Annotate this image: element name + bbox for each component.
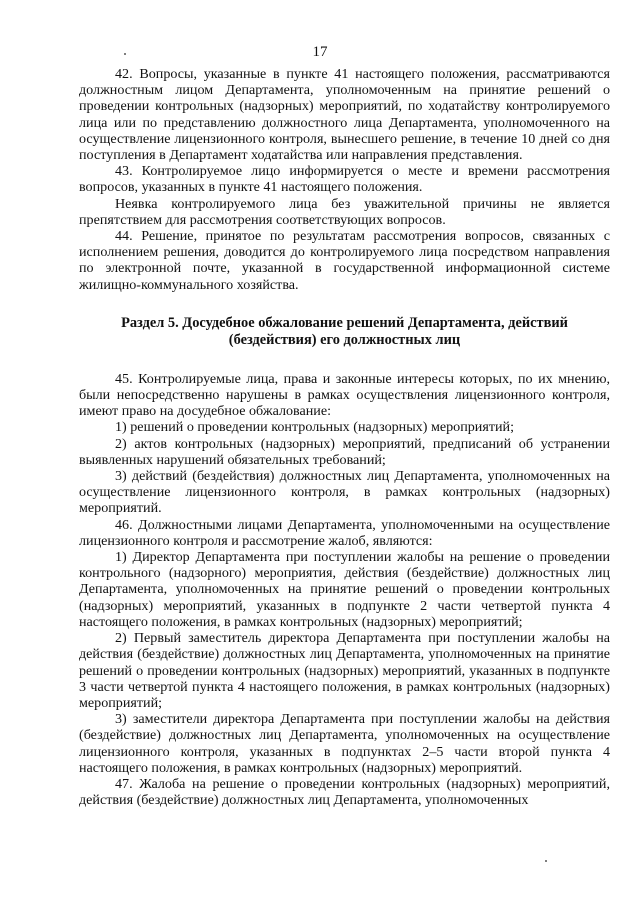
paragraph-43: 43. Контролируемое лицо информируется о месте и времени рассмотрения вопросов, указанных в пункте 41 настоящего положения. bbox=[79, 163, 610, 196]
paragraph-46: 46. Должностными лицами Департамента, уполномоченными на осуществление лицензионного контроля и рассмотрение жалоб, являются: bbox=[79, 516, 610, 549]
paragraph-46-item-1: 1) Директор Департамента при поступлении жалобы на решение о проведении контрольного (надзорного) мероприятия, действия (бездействие) должностных лиц Департамента, уполномоченных на принятие решений о проведении контрольных (надзорных) мероприятий, указанных в подпункте 2 части четвертой пункта 4 настоящего положения, в рамках контрольных (надзорных) мероприятий; bbox=[79, 549, 610, 630]
paragraph-45-item-3: 3) действий (бездействия) должностных лиц Департамента, уполномоченных на осуществление лицензионного контроля, в рамках контрольных (надзорных) мероприятий. bbox=[79, 468, 610, 517]
paragraph-46-item-2: 2) Первый заместитель директора Департамента при поступлении жалобы на действия (бездействие) должностных лиц Департамента, уполномоченных на принятие решений о проведении контрольных (надзорных) мероприятий, указанных в подпункте 3 части четвертой пункта 4 настоящего положения, в рамках контрольных (надзорных) мероприятий; bbox=[79, 630, 610, 711]
page-number: 17 bbox=[312, 44, 328, 60]
paragraph-45-item-2: 2) актов контрольных (надзорных) мероприятий, предписаний об устранении выявленных нарушений обязательных требований; bbox=[79, 435, 610, 468]
scan-artifact-dot bbox=[124, 53, 126, 55]
paragraph-44: 44. Решение, принятое по результатам рассмотрения вопросов, связанных с исполнением решения, доводится до контролируемого лица посредством направления по электронной почте, указанной в государственной информационной системе жилищно-коммунального хозяйства. bbox=[79, 228, 610, 293]
paragraph-43-absence: Неявка контролируемого лица без уважительной причины не является препятствием для рассмотрения соответствующих вопросов. bbox=[79, 195, 610, 228]
paragraph-45-item-1: 1) решений о проведении контрольных (надзорных) мероприятий; bbox=[115, 419, 514, 436]
document-body bbox=[79, 66, 610, 808]
paragraph-45: 45. Контролируемые лица, права и законные интересы которых, по их мнению, были непосредственно нарушены в рамках осуществления лицензионного контроля, имеют право на досудебное обжалование: bbox=[79, 370, 610, 420]
paragraph-46-item-3: 3) заместители директора Департамента при поступлении жалобы на действия (бездействие) должностных лиц Департамента, уполномоченных на осуществление лицензионного контроля, указанных в подпунктах 2–5 части второй пункта 4 настоящего положения, в рамках контрольных (надзорных) мероприятий. bbox=[79, 711, 610, 776]
paragraph-47: 47. Жалоба на решение о проведении контрольных (надзорных) мероприятий, действия (бездействие) должностных лиц Департамента, уполномоченных bbox=[79, 775, 610, 809]
scan-artifact-dot bbox=[545, 860, 547, 862]
section-5-heading: Раздел 5. Досудебное обжалование решений Департамента, действий (бездействия) его должностных лиц bbox=[121, 314, 568, 348]
paragraph-42: 42. Вопросы, указанные в пункте 41 настоящего положения, рассматриваются должностным лицом Департамента, уполномоченным на принятие решений о проведении контрольных (надзорных) мероприятий, по ходатайству контролируемого лица или по представлению должностного лица Департамента, уполномоченного на осуществление лицензионного контроля, вынесшего решение, в течение 10 дней со дня поступления в Департамент ходатайства или направления представления. bbox=[79, 66, 610, 164]
